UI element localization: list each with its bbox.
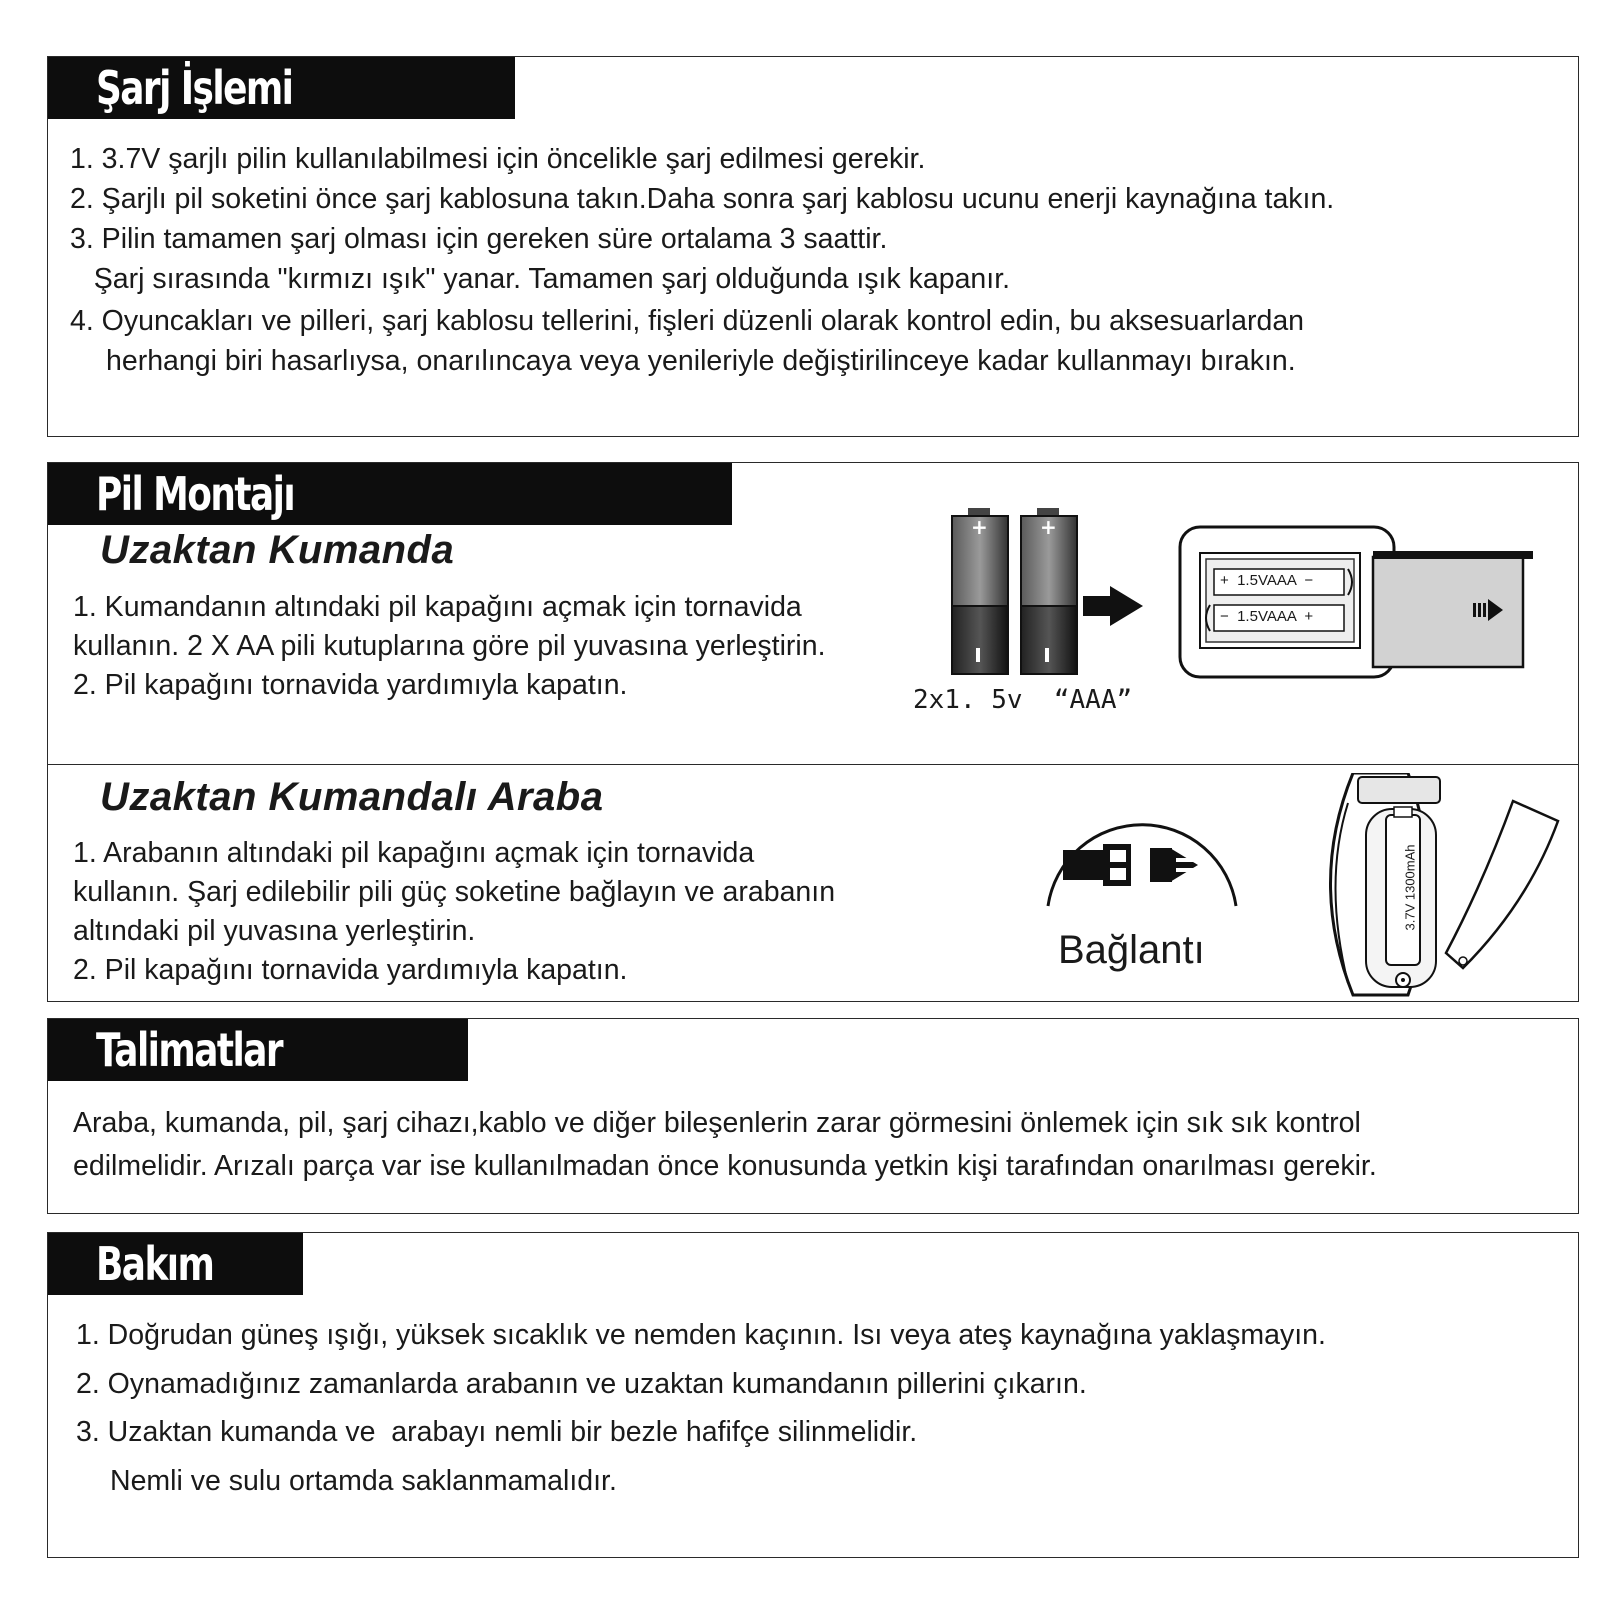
charging-line-1: 1. 3.7V şarjlı pilin kullanılabilmesi için öncelikle şarj edilmesi gerekir.: [70, 143, 926, 175]
battery-caption: 2x1. 5v “AAA”: [913, 685, 1133, 715]
instructions-line-2: edilmelidir. Arızalı parça var ise kullanılmadan önce konusunda yetkin kişi tarafından onarılması gerekir.: [73, 1150, 1377, 1182]
care-section: [47, 1232, 1579, 1558]
insert-arrow-icon: [1083, 586, 1143, 626]
charging-title: Şarj İşlemi: [96, 61, 293, 115]
car-line-1: 1. Arabanın altındaki pil kapağını açmak için tornavida: [73, 837, 755, 869]
battery-header: [48, 463, 732, 525]
connector-illustration: [1038, 788, 1248, 918]
svg-text:+: +: [1040, 515, 1057, 539]
charging-line-6: herhangi biri hasarlıysa, onarılıncaya veya yenileriyle değiştirilinceye kadar kullanmayı bırakın.: [106, 345, 1296, 377]
svg-text:+: +: [971, 515, 988, 539]
instructions-header: [48, 1019, 468, 1081]
charging-line-2: 2. Şarjlı pil soketini önce şarj kablosuna takın.Daha sonra şarj kablosu ucunu enerji kaynağına takın.: [70, 183, 1335, 215]
car-battery-compartment-illustration: [1318, 773, 1578, 999]
charging-section: [47, 56, 1579, 437]
care-header: [48, 1233, 303, 1295]
battery-pack-label: 3.7V 1300mAh: [1402, 844, 1418, 931]
plug-female-icon: [1150, 848, 1198, 882]
slot-label-2: − 1.5VAAA +: [1220, 608, 1314, 625]
instructions-title: Talimatlar: [96, 1023, 283, 1077]
car-line-3: altındaki pil yuvasına yerleştirin.: [73, 915, 476, 947]
care-line-2: 2. Oynamadığınız zamanlarda arabanın ve uzaktan kumandanın pillerini çıkarın.: [76, 1368, 1087, 1400]
aaa-batteries-illustration: [938, 508, 1168, 688]
charging-header: [48, 57, 515, 119]
connection-label: Bağlantı: [1058, 928, 1205, 972]
remote-compartment-illustration: [1178, 525, 1538, 685]
car-line-2: kullanın. Şarj edilebilir pili güç soketine bağlayın ve arabanın: [73, 876, 836, 908]
instructions-line-1: Araba, kumanda, pil, şarj cihazı,kablo ve diğer bileşenlerin zarar görmesini önlemek için sık sık kontrol: [73, 1107, 1361, 1139]
car-subtitle: Uzaktan Kumandalı Araba: [100, 775, 604, 819]
care-line-3: 3. Uzaktan kumanda ve arabayı nemli bir bezle hafifçe silinmelidir.: [76, 1416, 918, 1448]
instructions-section: [47, 1018, 1579, 1214]
care-line-4: Nemli ve sulu ortamda saklanmamalıdır.: [110, 1465, 617, 1497]
car-line-4: 2. Pil kapağını tornavida yardımıyla kapatın.: [73, 954, 628, 986]
care-line-1: 1. Doğrudan güneş ışığı, yüksek sıcaklık ve nemden kaçının. Isı veya ateş kaynağına yaklaşmayın.: [76, 1319, 1326, 1351]
battery-right-icon: [1021, 508, 1077, 674]
remote-subtitle: Uzaktan Kumanda: [100, 528, 455, 572]
battery-title: Pil Montajı: [96, 467, 295, 521]
battery-section: [47, 462, 1579, 1002]
slot-label-1: + 1.5VAAA −: [1220, 572, 1314, 589]
remote-line-3: 2. Pil kapağını tornavida yardımıyla kapatın.: [73, 669, 628, 701]
remote-line-2: kullanın. 2 X AA pili kutuplarına göre pil yuvasına yerleştirin.: [73, 630, 826, 662]
care-title: Bakım: [96, 1237, 214, 1291]
charging-line-5: 4. Oyuncakları ve pilleri, şarj kablosu tellerini, fişleri düzenli olarak kontrol edin, bu aksesuarlardan: [70, 305, 1305, 337]
plug-male-icon: [1063, 844, 1131, 886]
charging-line-4: Şarj sırasında "kırmızı ışık" yanar. Tamamen şarj olduğunda ışık kapanır.: [70, 263, 1011, 295]
charging-line-3: 3. Pilin tamamen şarj olması için gereken süre ortalama 3 saattir.: [70, 223, 888, 255]
battery-subsection-divider: [48, 764, 1578, 765]
battery-left-icon: [952, 508, 1008, 674]
remote-line-1: 1. Kumandanın altındaki pil kapağını açmak için tornavida: [73, 591, 802, 623]
